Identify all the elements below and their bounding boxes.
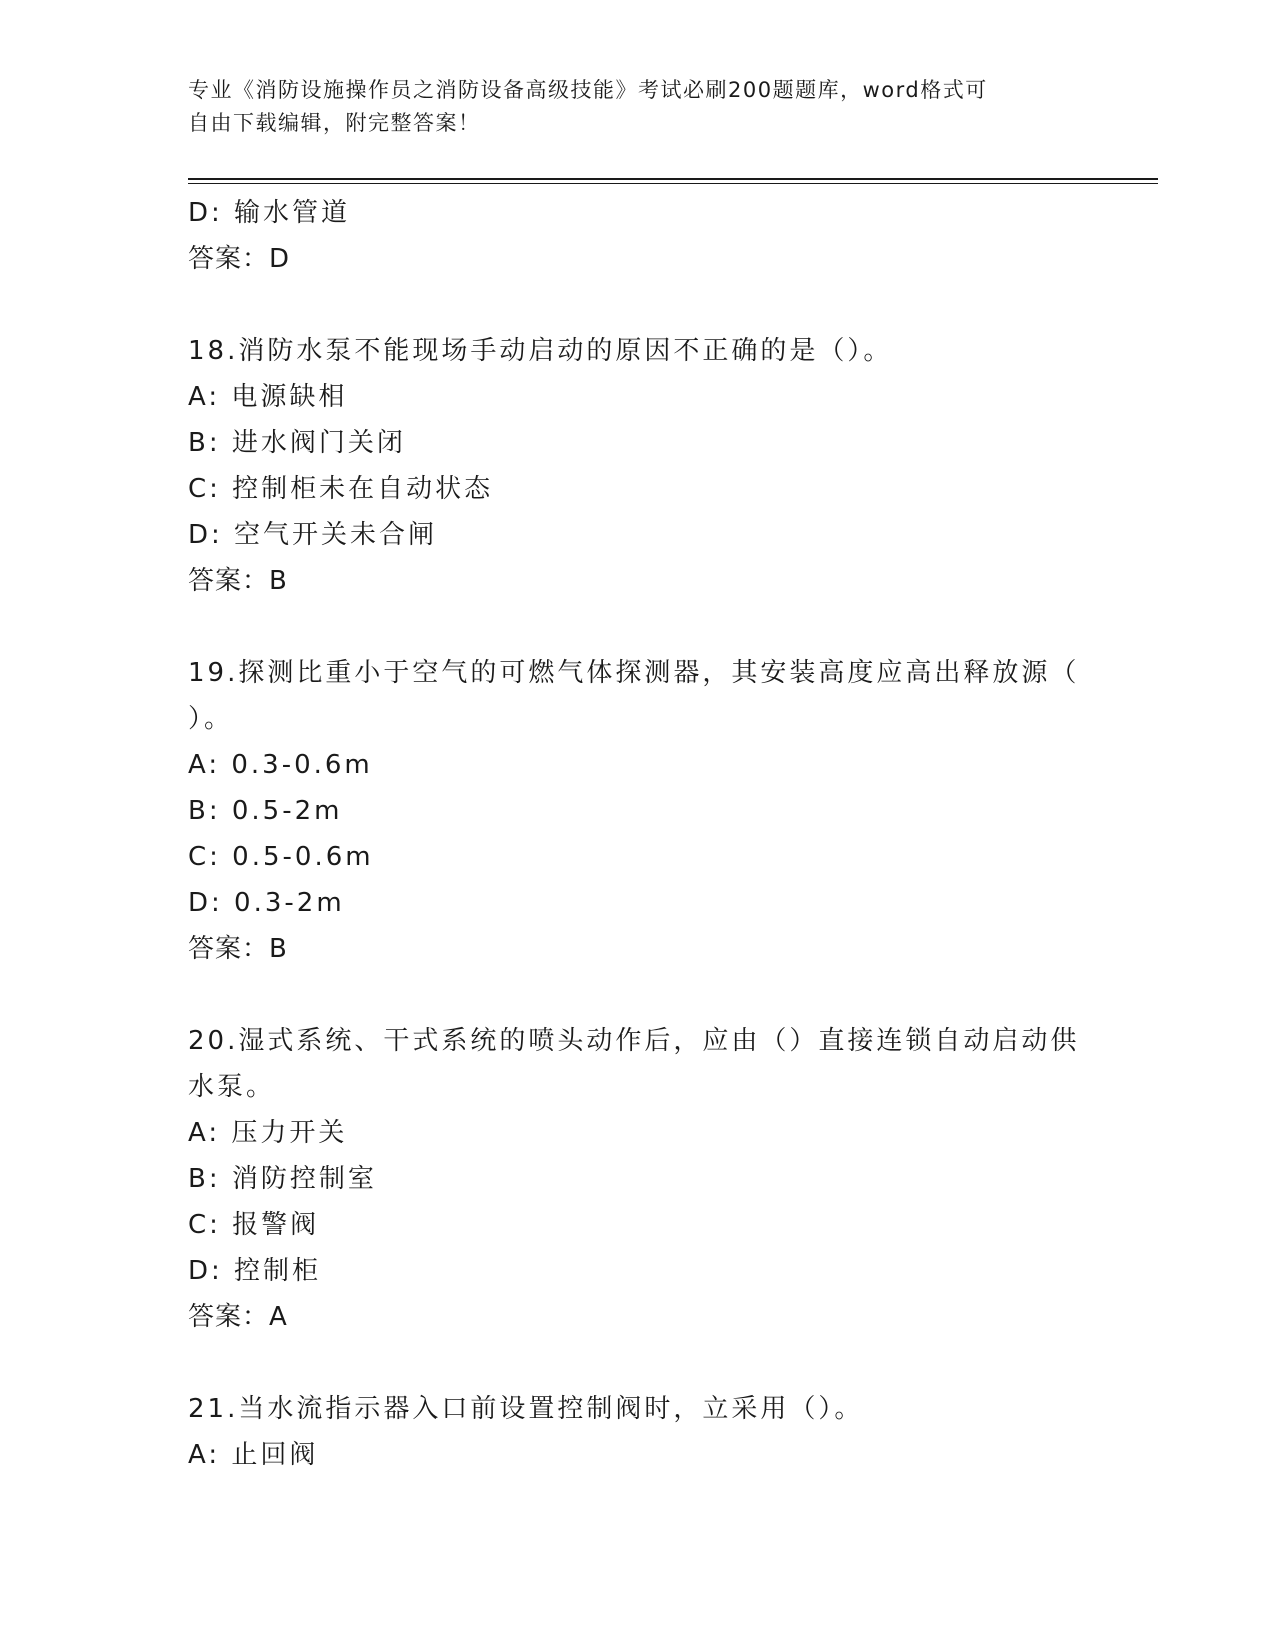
question-17-tail [188, 190, 1078, 282]
spacer [188, 972, 1078, 1018]
q19-option-d: D: 0.3-2m [188, 888, 345, 918]
header-line-2: 自由下载编辑，附完整答案！ [188, 111, 481, 135]
document-header [188, 74, 1068, 140]
q17-option-d: D: 输水管道 [188, 198, 351, 228]
q19-stem-line-1: 19.探测比重小于空气的可燃气体探测器，其安装高度应高出释放源（ [188, 658, 1080, 688]
q17-answer: 答案：D [188, 244, 291, 274]
q18-option-a: A: 电源缺相 [188, 382, 348, 412]
q21-option-a: A: 止回阀 [188, 1440, 319, 1470]
question-20 [188, 1018, 1078, 1340]
q20-stem-line-2: 水泵。 [188, 1072, 276, 1102]
header-line-1: 专业《消防设施操作员之消防设备高级技能》考试必刷200题题库，word格式可 [188, 78, 988, 102]
question-content [188, 190, 1078, 1478]
q20-option-b: B: 消防控制室 [188, 1164, 377, 1194]
q19-option-a: A: 0.3-0.6m [188, 750, 373, 780]
question-18 [188, 328, 1078, 604]
q20-answer: 答案：A [188, 1302, 288, 1332]
q20-option-d: D: 控制柜 [188, 1256, 322, 1286]
q19-stem-line-2: ）。 [188, 704, 234, 734]
q19-option-b: B: 0.5-2m [188, 796, 343, 826]
q21-stem: 21.当水流指示器入口前设置控制阀时，立采用（）。 [188, 1394, 864, 1424]
q18-option-c: C: 控制柜未在自动状态 [188, 474, 494, 504]
spacer [188, 604, 1078, 650]
spacer [188, 282, 1078, 328]
q18-option-d: D: 空气开关未合闸 [188, 520, 438, 550]
q18-stem: 18.消防水泵不能现场手动启动的原因不正确的是（）。 [188, 336, 893, 366]
header-divider-thick [188, 178, 1158, 180]
header-divider-thin [188, 183, 1158, 184]
q19-option-c: C: 0.5-0.6m [188, 842, 374, 872]
spacer [188, 1340, 1078, 1386]
q20-option-c: C: 报警阀 [188, 1210, 320, 1240]
q18-answer: 答案：B [188, 566, 288, 596]
q20-stem-line-1: 20.湿式系统、干式系统的喷头动作后，应由（）直接连锁自动启动供 [188, 1026, 1080, 1056]
q18-option-b: B: 进水阀门关闭 [188, 428, 406, 458]
q19-answer: 答案：B [188, 934, 288, 964]
question-19 [188, 650, 1078, 972]
q20-option-a: A: 压力开关 [188, 1118, 348, 1148]
question-21 [188, 1386, 1078, 1478]
